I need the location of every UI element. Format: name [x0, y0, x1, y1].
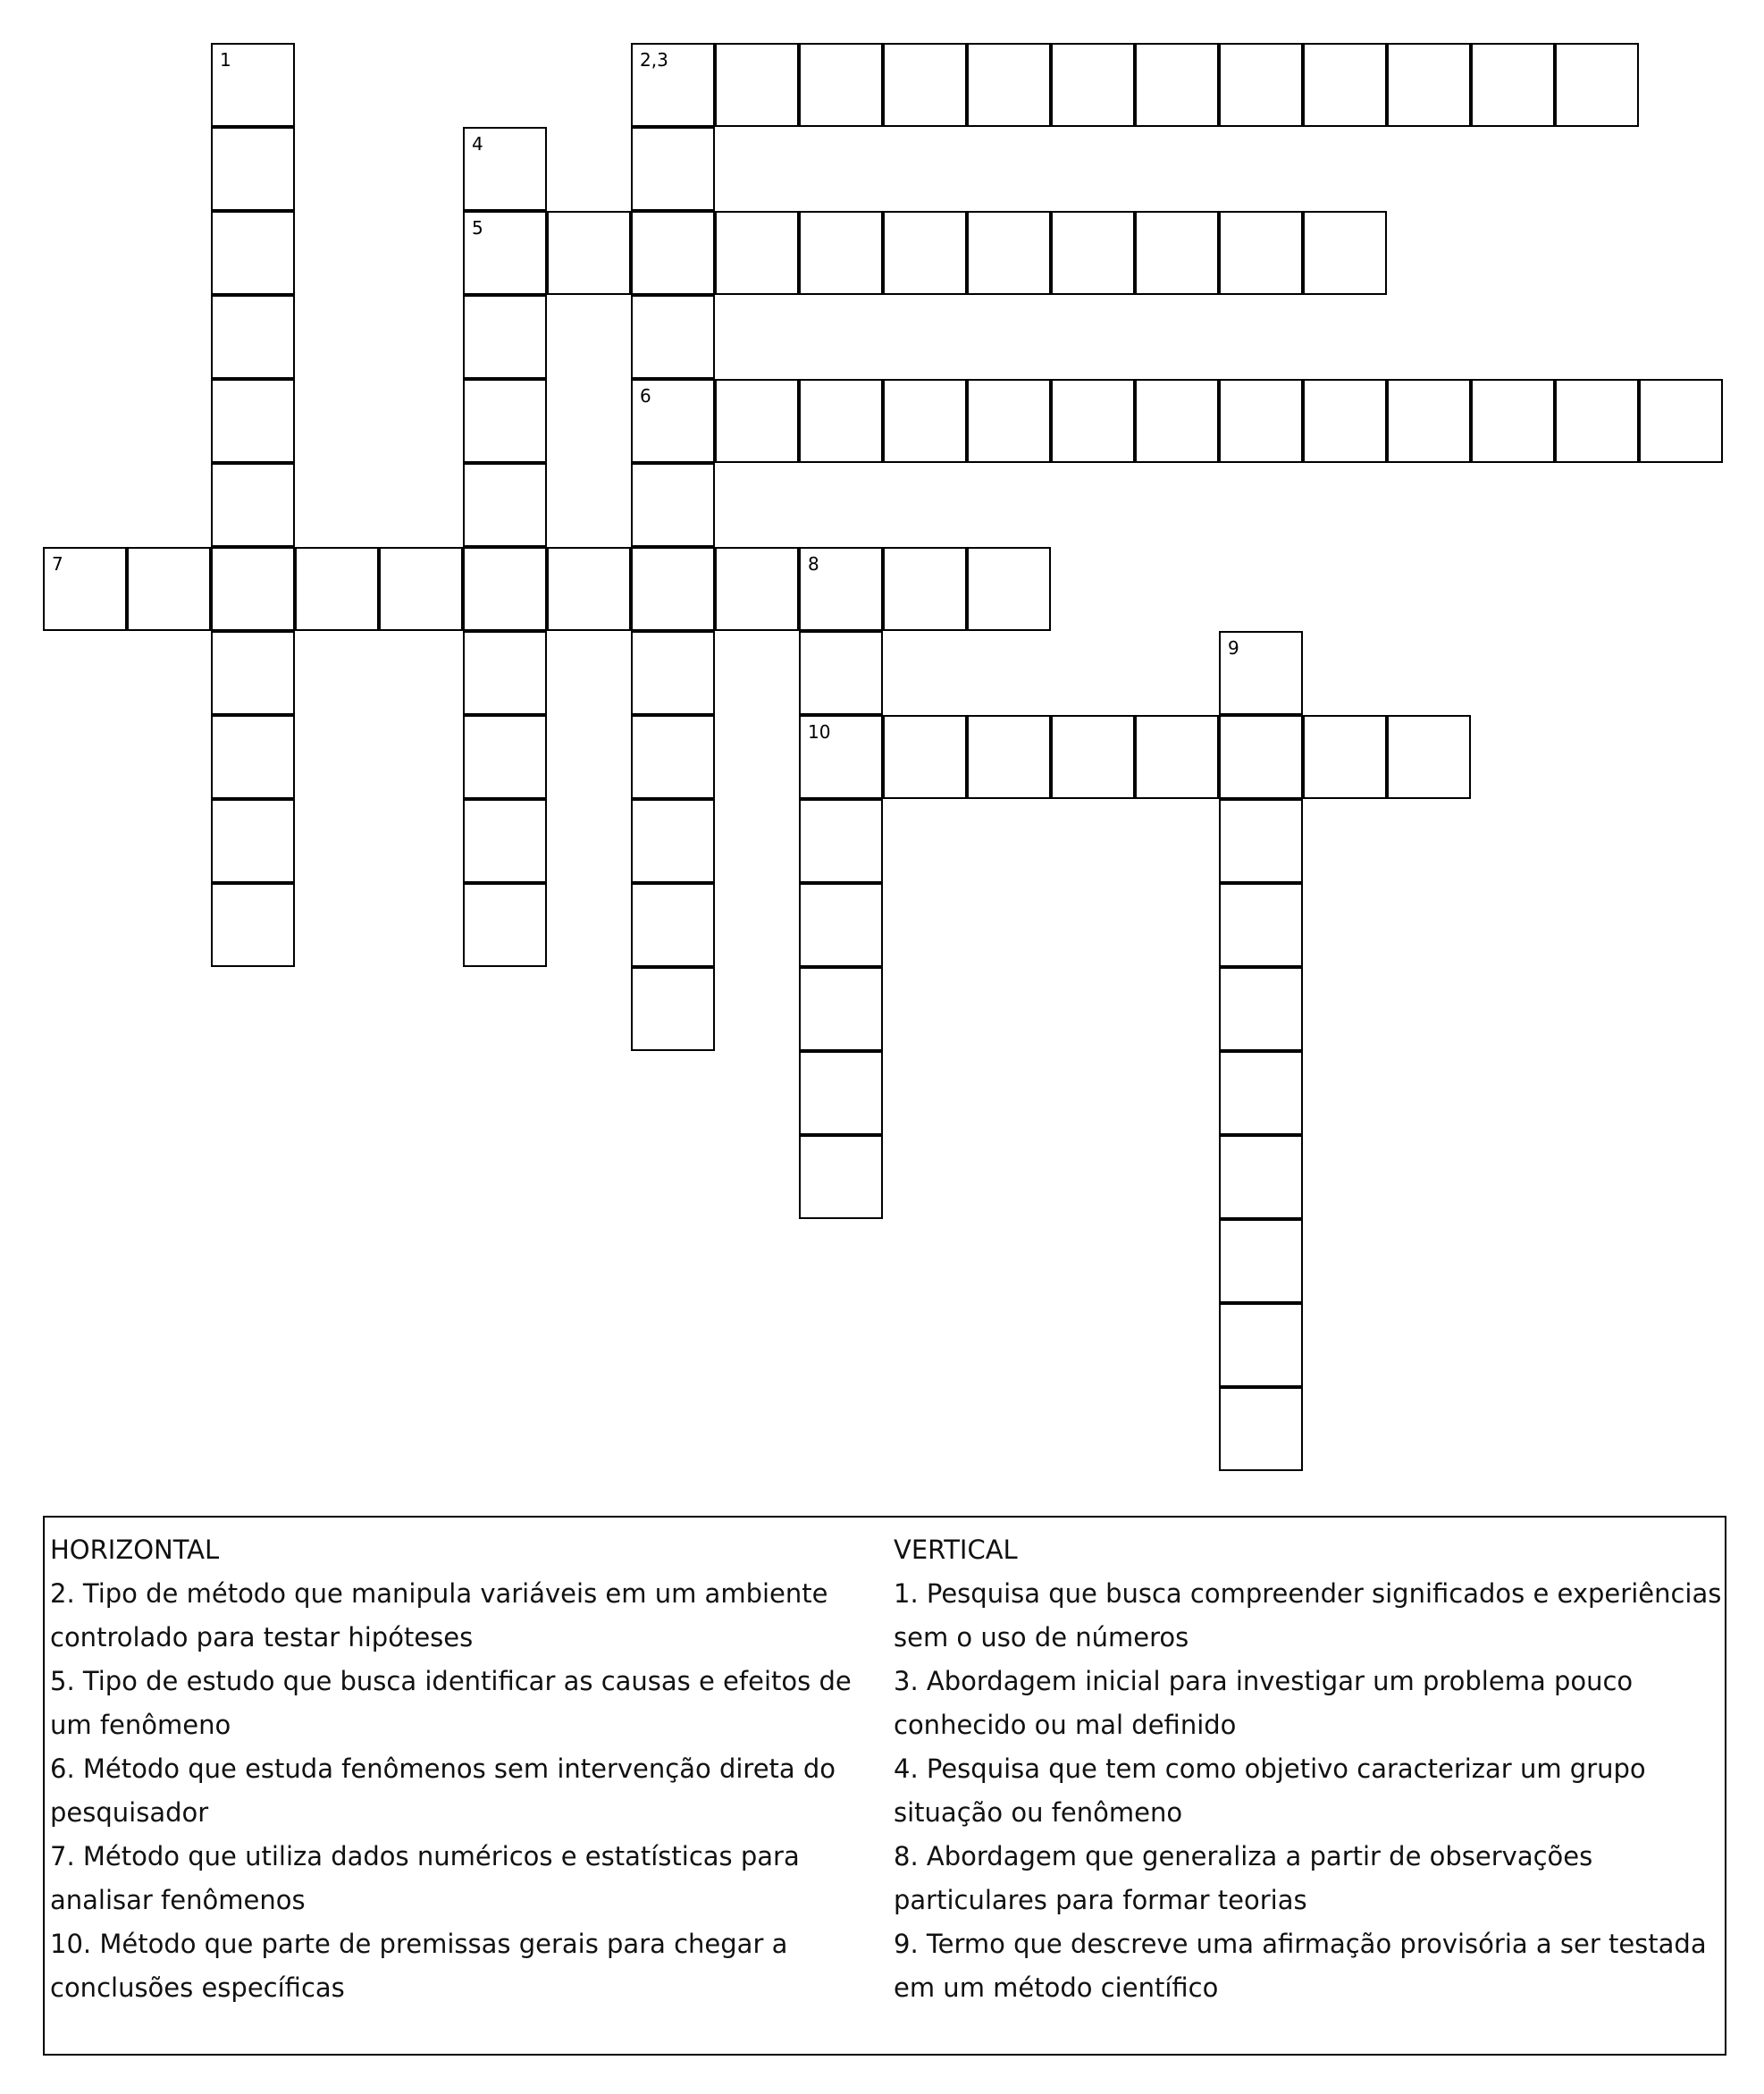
crossword-cell[interactable] — [547, 547, 631, 631]
crossword-cell[interactable] — [1471, 379, 1555, 463]
crossword-cell[interactable] — [463, 295, 547, 379]
crossword-cell[interactable] — [547, 211, 631, 295]
crossword-cell[interactable] — [1051, 379, 1135, 463]
crossword-cell[interactable] — [799, 43, 883, 127]
crossword-cell[interactable] — [1219, 967, 1303, 1051]
horizontal-heading: HORIZONTAL — [50, 1535, 220, 1565]
crossword-cell[interactable] — [631, 967, 715, 1051]
clue-number: 2,3 — [640, 49, 668, 71]
crossword-cell[interactable] — [463, 547, 547, 631]
crossword-cell[interactable] — [631, 799, 715, 883]
crossword-cell[interactable] — [463, 631, 547, 715]
crossword-cell[interactable] — [127, 547, 211, 631]
crossword-cell[interactable] — [211, 211, 295, 295]
crossword-cell[interactable] — [463, 379, 547, 463]
clue-horizontal-5: 5. Tipo de estudo que busca identificar as causas e efeitos de um fenômeno — [50, 1666, 852, 1740]
crossword-cell[interactable] — [379, 547, 463, 631]
crossword-cell[interactable] — [715, 43, 799, 127]
crossword-cell[interactable] — [967, 715, 1051, 799]
crossword-cell[interactable] — [1135, 43, 1219, 127]
clue-vertical-1: 1. Pesquisa que busca compreender significados e experiências sem o uso de números — [894, 1578, 1722, 1652]
clue-number: 9 — [1228, 637, 1239, 659]
crossword-cell[interactable] — [1219, 211, 1303, 295]
crossword-cell[interactable] — [883, 547, 967, 631]
horizontal-clues — [50, 1528, 881, 2010]
crossword-cell[interactable] — [463, 715, 547, 799]
clue-number: 8 — [808, 553, 819, 575]
crossword-cell[interactable] — [463, 211, 547, 295]
clue-number: 5 — [472, 217, 483, 239]
crossword-cell[interactable] — [631, 379, 715, 463]
crossword-cell[interactable] — [211, 295, 295, 379]
crossword-cell[interactable] — [1219, 1135, 1303, 1219]
crossword-cell[interactable] — [1135, 715, 1219, 799]
clue-horizontal-10: 10. Método que parte de premissas gerais para chegar a conclusões específicas — [50, 1929, 788, 2003]
crossword-cell[interactable] — [211, 547, 295, 631]
clue-vertical-3: 3. Abordagem inicial para investigar um problema pouco conhecido ou mal definido — [894, 1666, 1634, 1740]
clue-number: 1 — [220, 49, 231, 71]
crossword-cell[interactable] — [1387, 43, 1471, 127]
crossword-cell[interactable] — [1387, 379, 1471, 463]
crossword-cell[interactable] — [1219, 1303, 1303, 1387]
clue-vertical-9: 9. Termo que descreve uma afirmação provisória a ser testada em um método científico — [894, 1929, 1707, 2003]
crossword-cell[interactable] — [1219, 1387, 1303, 1471]
crossword-cell[interactable] — [1555, 43, 1639, 127]
clue-horizontal-6: 6. Método que estuda fenômenos sem intervenção direta do pesquisador — [50, 1753, 836, 1828]
crossword-cell[interactable] — [631, 547, 715, 631]
clues-box — [43, 1516, 1726, 2056]
crossword-cell[interactable] — [631, 211, 715, 295]
crossword-cell[interactable] — [631, 631, 715, 715]
crossword-cell[interactable] — [715, 211, 799, 295]
crossword-cell[interactable] — [799, 379, 883, 463]
vertical-heading: VERTICAL — [894, 1535, 1018, 1565]
crossword-cell[interactable] — [463, 883, 547, 967]
crossword-cell[interactable] — [1219, 1051, 1303, 1135]
clue-number: 6 — [640, 385, 651, 407]
crossword-cell[interactable] — [967, 43, 1051, 127]
crossword-cell[interactable] — [1219, 631, 1303, 715]
crossword-cell[interactable] — [211, 799, 295, 883]
crossword-cell[interactable] — [463, 799, 547, 883]
crossword-cell[interactable] — [799, 1051, 883, 1135]
crossword-cell[interactable] — [967, 547, 1051, 631]
crossword-cell[interactable] — [1219, 1219, 1303, 1303]
crossword-cell[interactable] — [799, 631, 883, 715]
clue-number: 4 — [472, 133, 483, 155]
crossword-cell[interactable] — [631, 883, 715, 967]
crossword-cell[interactable] — [715, 379, 799, 463]
crossword-cell[interactable] — [211, 715, 295, 799]
crossword-cell[interactable] — [883, 379, 967, 463]
crossword-cell[interactable] — [211, 127, 295, 211]
crossword-cell[interactable] — [631, 127, 715, 211]
crossword-cell[interactable] — [463, 463, 547, 547]
crossword-cell[interactable] — [211, 43, 295, 127]
vertical-clues — [894, 1528, 1725, 2010]
crossword-cell[interactable] — [799, 211, 883, 295]
clue-number: 10 — [808, 721, 831, 743]
clue-vertical-8: 8. Abordagem que generaliza a partir de observações particulares para formar teorias — [894, 1841, 1593, 1915]
crossword-cell[interactable] — [211, 883, 295, 967]
crossword-cell[interactable] — [1219, 715, 1303, 799]
crossword-cell[interactable] — [1219, 799, 1303, 883]
crossword-cell[interactable] — [1555, 379, 1639, 463]
crossword-cell[interactable] — [1135, 379, 1219, 463]
crossword-cell[interactable] — [211, 631, 295, 715]
crossword-cell[interactable] — [1051, 715, 1135, 799]
crossword-cell[interactable] — [1303, 379, 1387, 463]
crossword-cell[interactable] — [799, 547, 883, 631]
crossword-cell[interactable] — [1471, 43, 1555, 127]
crossword-cell[interactable] — [883, 211, 967, 295]
crossword-cell[interactable] — [1219, 379, 1303, 463]
crossword-cell[interactable] — [799, 967, 883, 1051]
crossword-cell[interactable] — [1051, 211, 1135, 295]
crossword-cell[interactable] — [211, 463, 295, 547]
crossword-cell[interactable] — [211, 379, 295, 463]
crossword-cell[interactable] — [715, 547, 799, 631]
crossword-cell[interactable] — [967, 211, 1051, 295]
crossword-cell[interactable] — [295, 547, 379, 631]
crossword-cell[interactable] — [799, 883, 883, 967]
crossword-cell[interactable] — [1303, 715, 1387, 799]
crossword-cell[interactable] — [631, 295, 715, 379]
crossword-cell[interactable] — [883, 715, 967, 799]
crossword-cell[interactable] — [631, 715, 715, 799]
crossword-cell[interactable] — [1387, 715, 1471, 799]
crossword-cell[interactable] — [799, 799, 883, 883]
crossword-cell[interactable] — [799, 715, 883, 799]
crossword-cell[interactable] — [43, 547, 127, 631]
crossword-cell[interactable] — [799, 1135, 883, 1219]
crossword-cell[interactable] — [1219, 883, 1303, 967]
crossword-cell[interactable] — [883, 43, 967, 127]
crossword-cell[interactable] — [1135, 211, 1219, 295]
crossword-cell[interactable] — [1639, 379, 1723, 463]
crossword-cell[interactable] — [1219, 43, 1303, 127]
clue-horizontal-7: 7. Método que utiliza dados numéricos e estatísticas para analisar fenômenos — [50, 1841, 800, 1915]
crossword-cell[interactable] — [1303, 43, 1387, 127]
crossword-cell[interactable] — [631, 43, 715, 127]
crossword-cell[interactable] — [1303, 211, 1387, 295]
clue-horizontal-2: 2. Tipo de método que manipula variáveis em um ambiente controlado para testar hipóteses — [50, 1578, 828, 1652]
clue-vertical-4: 4. Pesquisa que tem como objetivo caracterizar um grupo situação ou fenômeno — [894, 1753, 1646, 1828]
crossword-cell[interactable] — [967, 379, 1051, 463]
crossword-cell[interactable] — [631, 463, 715, 547]
crossword-cell[interactable] — [463, 127, 547, 211]
clue-number: 7 — [52, 553, 63, 575]
crossword-cell[interactable] — [1051, 43, 1135, 127]
